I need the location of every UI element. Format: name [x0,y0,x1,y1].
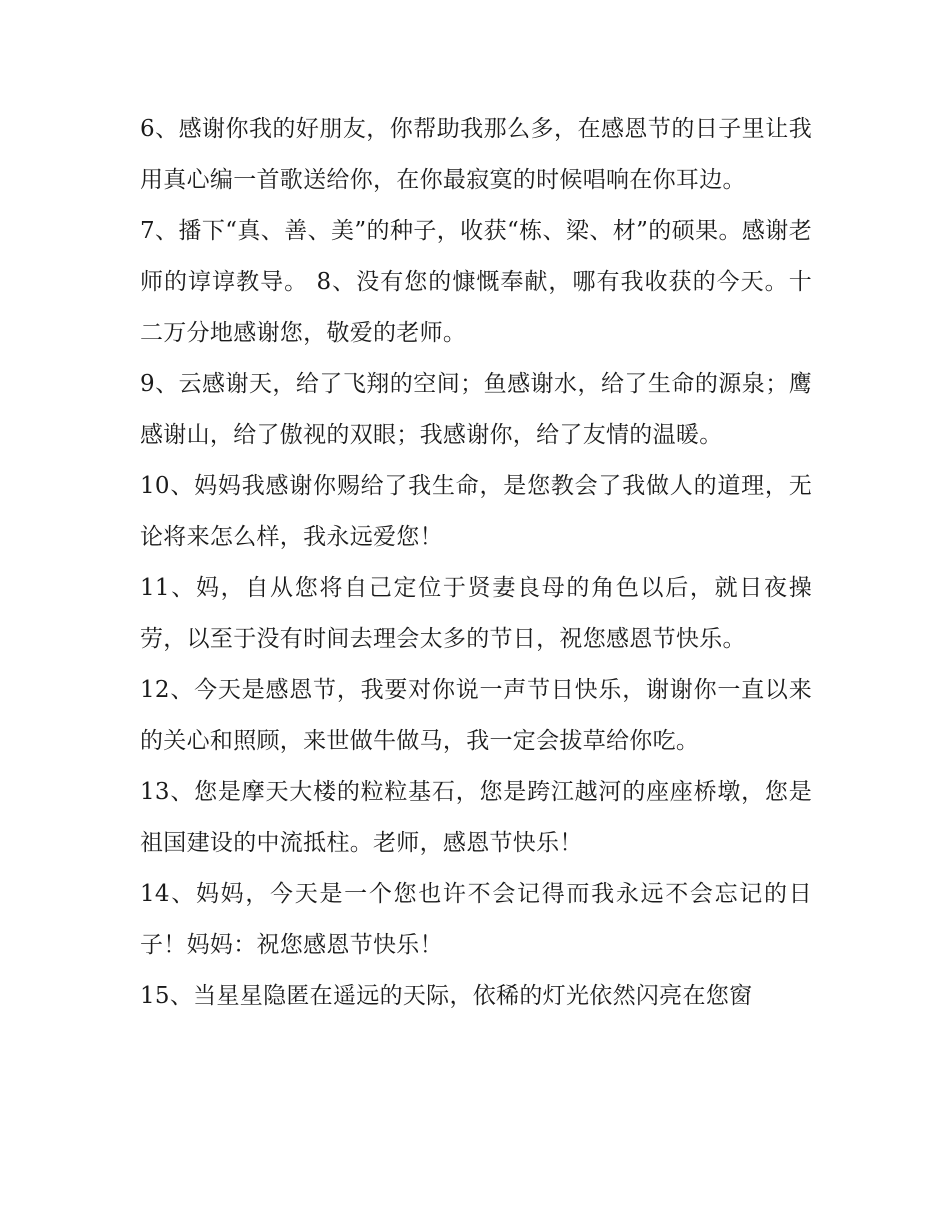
document-body [140,104,812,1022]
paragraph-9: 9、云感谢天，给了飞翔的空间；鱼感谢水，给了生命的源泉；鹰感谢山，给了傲视的双眼；我感谢你，给了友情的温暖。 [140,371,812,448]
paragraph-11: 11、妈，自从您将自己定位于贤妻良母的角色以后，就日夜操劳，以至于没有时间去理会太多的节日，祝您感恩节快乐。 [140,575,812,652]
paragraph-13: 13、您是摩天大楼的粒粒基石，您是跨江越河的座座桥墩，您是祖国建设的中流抵柱。老师，感恩节快乐！ [140,779,812,856]
paragraph-6: 6、感谢你我的好朋友，你帮助我那么多，在感恩节的日子里让我用真心编一首歌送给你，在你最寂寞的时候唱响在你耳边。 [140,116,812,193]
paragraph-7-8: 7、播下“真、善、美”的种子，收获“栋、梁、材”的硕果。感谢老师的谆谆教导。 8、没有您的慷慨奉献，哪有我收获的今天。十二万分地感谢您，敬爱的老师。 [140,218,812,346]
paragraph-14: 14、妈妈，今天是一个您也许不会记得而我永远不会忘记的日子！妈妈：祝您感恩节快乐！ [140,881,812,958]
paragraph-15: 15、当星星隐匿在遥远的天际，依稀的灯光依然闪亮在您窗 [140,983,753,1009]
paragraph-10: 10、妈妈我感谢你赐给了我生命，是您教会了我做人的道理，无论将来怎么样，我永远爱您！ [140,473,812,550]
paragraph-12: 12、今天是感恩节，我要对你说一声节日快乐，谢谢你一直以来的关心和照顾，来世做牛做马，我一定会拔草给你吃。 [140,677,812,754]
